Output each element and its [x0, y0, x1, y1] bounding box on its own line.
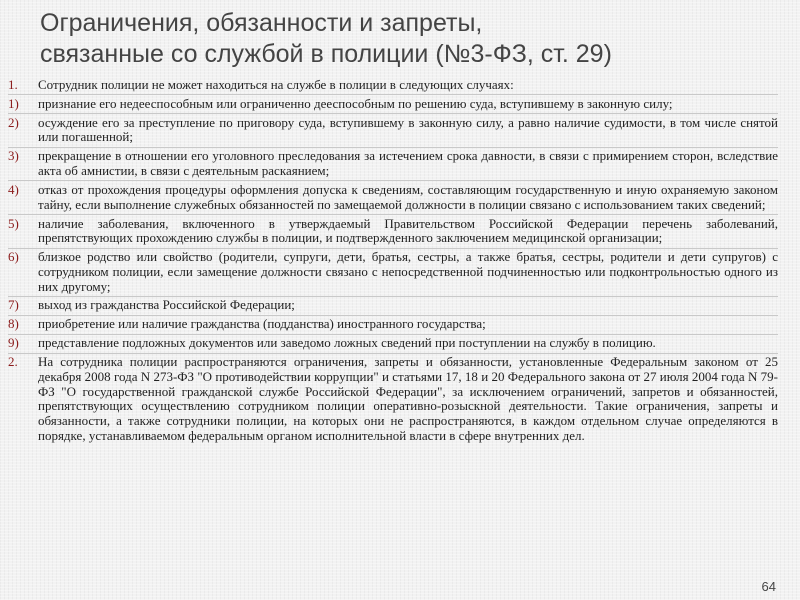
list-item-text: приобретение или наличие гражданства (подданства) иностранного государства; [38, 316, 486, 332]
list-item-text: признание его недееспособным или ограниченно дееспособным по решению суда, вступившему в законную силу; [38, 95, 673, 111]
content-list [8, 78, 778, 447]
list-item-text: выход из гражданства Российской Федерации; [38, 297, 295, 313]
list-marker: 4) [8, 181, 19, 197]
list-item-4 [8, 183, 778, 215]
list-item-text: близкое родство или свойство (родители, супруги, дети, братья, сестры, а также братья, сестры, родители и дети супругов) с сотрудником полиции, если замещение должности связано с непосредственной подчиненностью или подконтрольностью одного из них другому; [38, 249, 778, 294]
list-marker: 5) [8, 215, 19, 231]
page-number: 64 [761, 579, 776, 594]
list-marker: 2. [8, 354, 18, 370]
list-item-1-main [8, 78, 778, 95]
list-item-text: осуждение его за преступление по приговору суда, вступившему в законную силу, а равно наличие судимости, в том числе снятой или погашенной; [38, 114, 778, 145]
list-item-9 [8, 336, 778, 353]
list-item-text: представление подложных документов или заведомо ложных сведений при поступлении на службу в полицию. [38, 335, 656, 351]
list-marker: 1) [8, 95, 19, 111]
list-item-2 [8, 116, 778, 148]
list-item-2-main [8, 355, 778, 445]
list-marker: 3) [8, 148, 19, 164]
list-marker: 8) [8, 316, 19, 332]
list-item-8 [8, 317, 778, 334]
list-item-text: прекращение в отношении его уголовного преследования за истечением срока давности, в связи с примирением сторон, вследствие акта об амнистии, в связи с деятельным раскаянием; [38, 148, 778, 179]
list-item-text: наличие заболевания, включенного в утверждаемый Правительством Российской Федерации перечень заболеваний, препятствующих прохождению службы в полиции, и подтвержденного заключением медицинской организации; [38, 215, 778, 246]
slide-title-line-1: Ограничения, обязанности и запреты, [40, 9, 483, 37]
list-marker: 6) [8, 249, 19, 265]
list-marker: 2) [8, 114, 19, 130]
slide-title-line-2: связанные со службой в полиции (№3-ФЗ, ст. 29) [40, 40, 612, 68]
slide-title [40, 8, 760, 70]
list-item-7 [8, 298, 778, 315]
list-marker: 1. [8, 77, 18, 92]
list-marker: 9) [8, 335, 19, 351]
list-marker: 7) [8, 297, 19, 313]
list-item-text: На сотрудника полиции распространяются ограничения, запреты и обязанности, установленные Федеральным законом от 25 декабря 2008 года N 273-ФЗ "О противодействии коррупции" и статьями 17, 18 и 20 Федерального закона от 27 июля 2004 года N 79-ФЗ "О государственной гражданской службе Российской Федерации", за исключением ограничений, запретов и обязанностей, препятствующих осуществлению сотрудником полиции оперативно-розыскной деятельности. Такие ограничения, запреты и обязанности, а также сотрудники полиции, на которых они не распространяются, в каждом отдельном случае определяются в порядке, устанавливаемом федеральным органом исполнительной власти в сфере внутренних дел. [38, 354, 778, 443]
list-item-text: Сотрудник полиции не может находиться на службе в полиции в следующих случаях: [38, 77, 514, 92]
list-item-6 [8, 250, 778, 297]
list-item-3 [8, 149, 778, 181]
list-item-1 [8, 97, 778, 114]
list-item-text: отказ от прохождения процедуры оформления допуска к сведениям, составляющим государственную и иную охраняемую законом тайну, если выполнение служебных обязанностей по замещаемой должности в полиции связано с использованием таких сведений; [38, 181, 778, 212]
list-item-5 [8, 217, 778, 249]
